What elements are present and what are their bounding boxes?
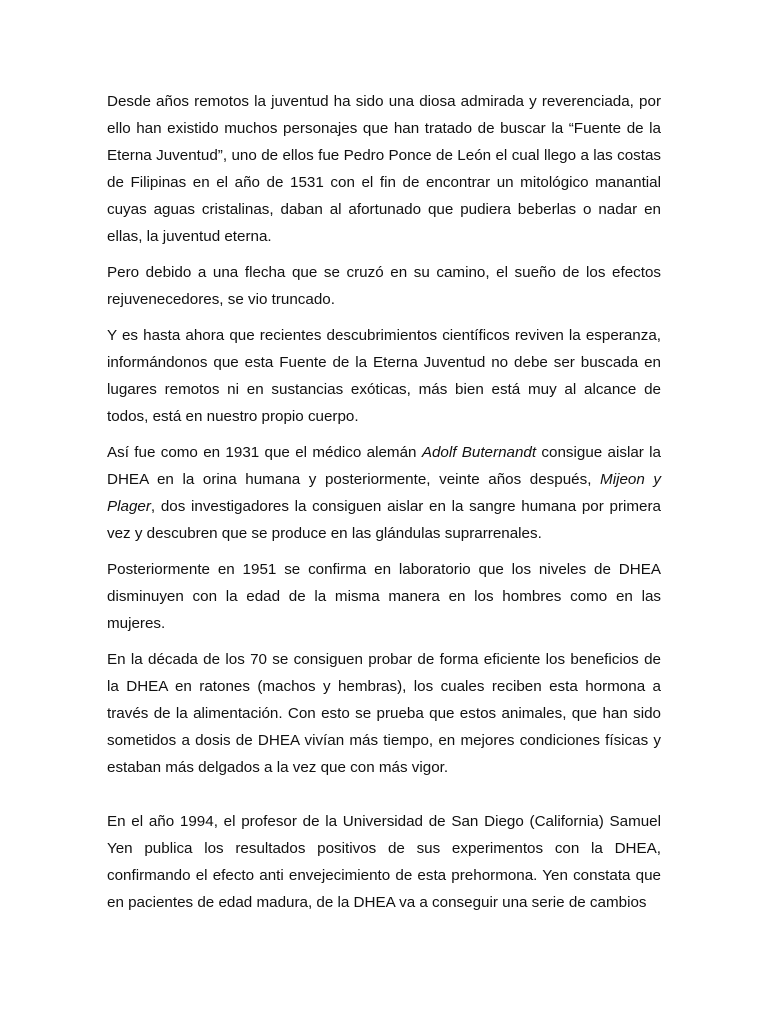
paragraph-flecha bbox=[107, 259, 661, 313]
paragraph-text: Desde años remotos la juventud ha sido una diosa admirada y reverenciada, por ello han existido muchos personajes que han tratado de buscar la “Fuente de la Eterna Juventud”, uno de ellos fue Pedro Ponce de León el cual llego a las costas de Filipinas en el año de 1531 con el fin de encontrar un mitológico manantial cuyas aguas cristalinas, daban al afortunado que pudiera beberlas o nadar en ellas, la juventud eterna. bbox=[107, 93, 661, 245]
paragraph-text: Posteriormente en 1951 se confirma en laboratorio que los niveles de DHEA disminuyen con la edad de la misma manera en los hombres como en las mujeres. bbox=[107, 561, 661, 632]
paragraph-text: En el año 1994, el profesor de la Universidad de San Diego (California) Samuel Yen publica los resultados positivos de sus experimentos con la DHEA, confirmando el efecto anti envejecimiento de esta prehormona. Yen constata que en pacientes de edad madura, de la DHEA va a conseguir una serie de cambios bbox=[107, 813, 661, 911]
italic-name: Adolf Buternandt bbox=[421, 444, 537, 461]
paragraph-1931 bbox=[107, 439, 661, 547]
paragraph-text: Así fue como en 1931 que el médico alemán bbox=[107, 444, 422, 461]
paragraph-text: , dos investigadores la consiguen aislar en la sangre humana por primera vez y descubren que se produce en las glándulas suprarrenales. bbox=[107, 498, 661, 542]
paragraph-text: En la década de los 70 se consiguen probar de forma eficiente los beneficios de la DHEA en ratones (machos y hembras), los cuales reciben esta hormona a través de la alimentación. Con esto se prueba que estos animales, que han sido sometidos a dosis de DHEA vivían más tiempo, en mejores condiciones físicas y estaban más delgados a la vez que con más vigor. bbox=[107, 651, 661, 776]
paragraph-intro bbox=[107, 88, 661, 250]
paragraph-text: Pero debido a una flecha que se cruzó en su camino, el sueño de los efectos rejuvenecedores, se vio truncado. bbox=[107, 264, 661, 308]
italic-name: Mijeon y Plager bbox=[107, 471, 661, 515]
document-page bbox=[107, 88, 661, 925]
paragraph-decada-70 bbox=[107, 646, 661, 781]
paragraph-1951 bbox=[107, 556, 661, 637]
paragraph-text: Y es hasta ahora que recientes descubrimientos científicos reviven la esperanza, informándonos que esta Fuente de la Eterna Juventud no debe ser buscada en lugares remotos ni en sustancias exóticas, más bien está muy al alcance de todos, está en nuestro propio cuerpo. bbox=[107, 327, 661, 425]
paragraph-descubrimientos bbox=[107, 322, 661, 430]
paragraph-text: consigue aislar la DHEA en la orina humana y posteriormente, veinte años después, bbox=[107, 444, 661, 488]
paragraph-1994 bbox=[107, 808, 661, 916]
